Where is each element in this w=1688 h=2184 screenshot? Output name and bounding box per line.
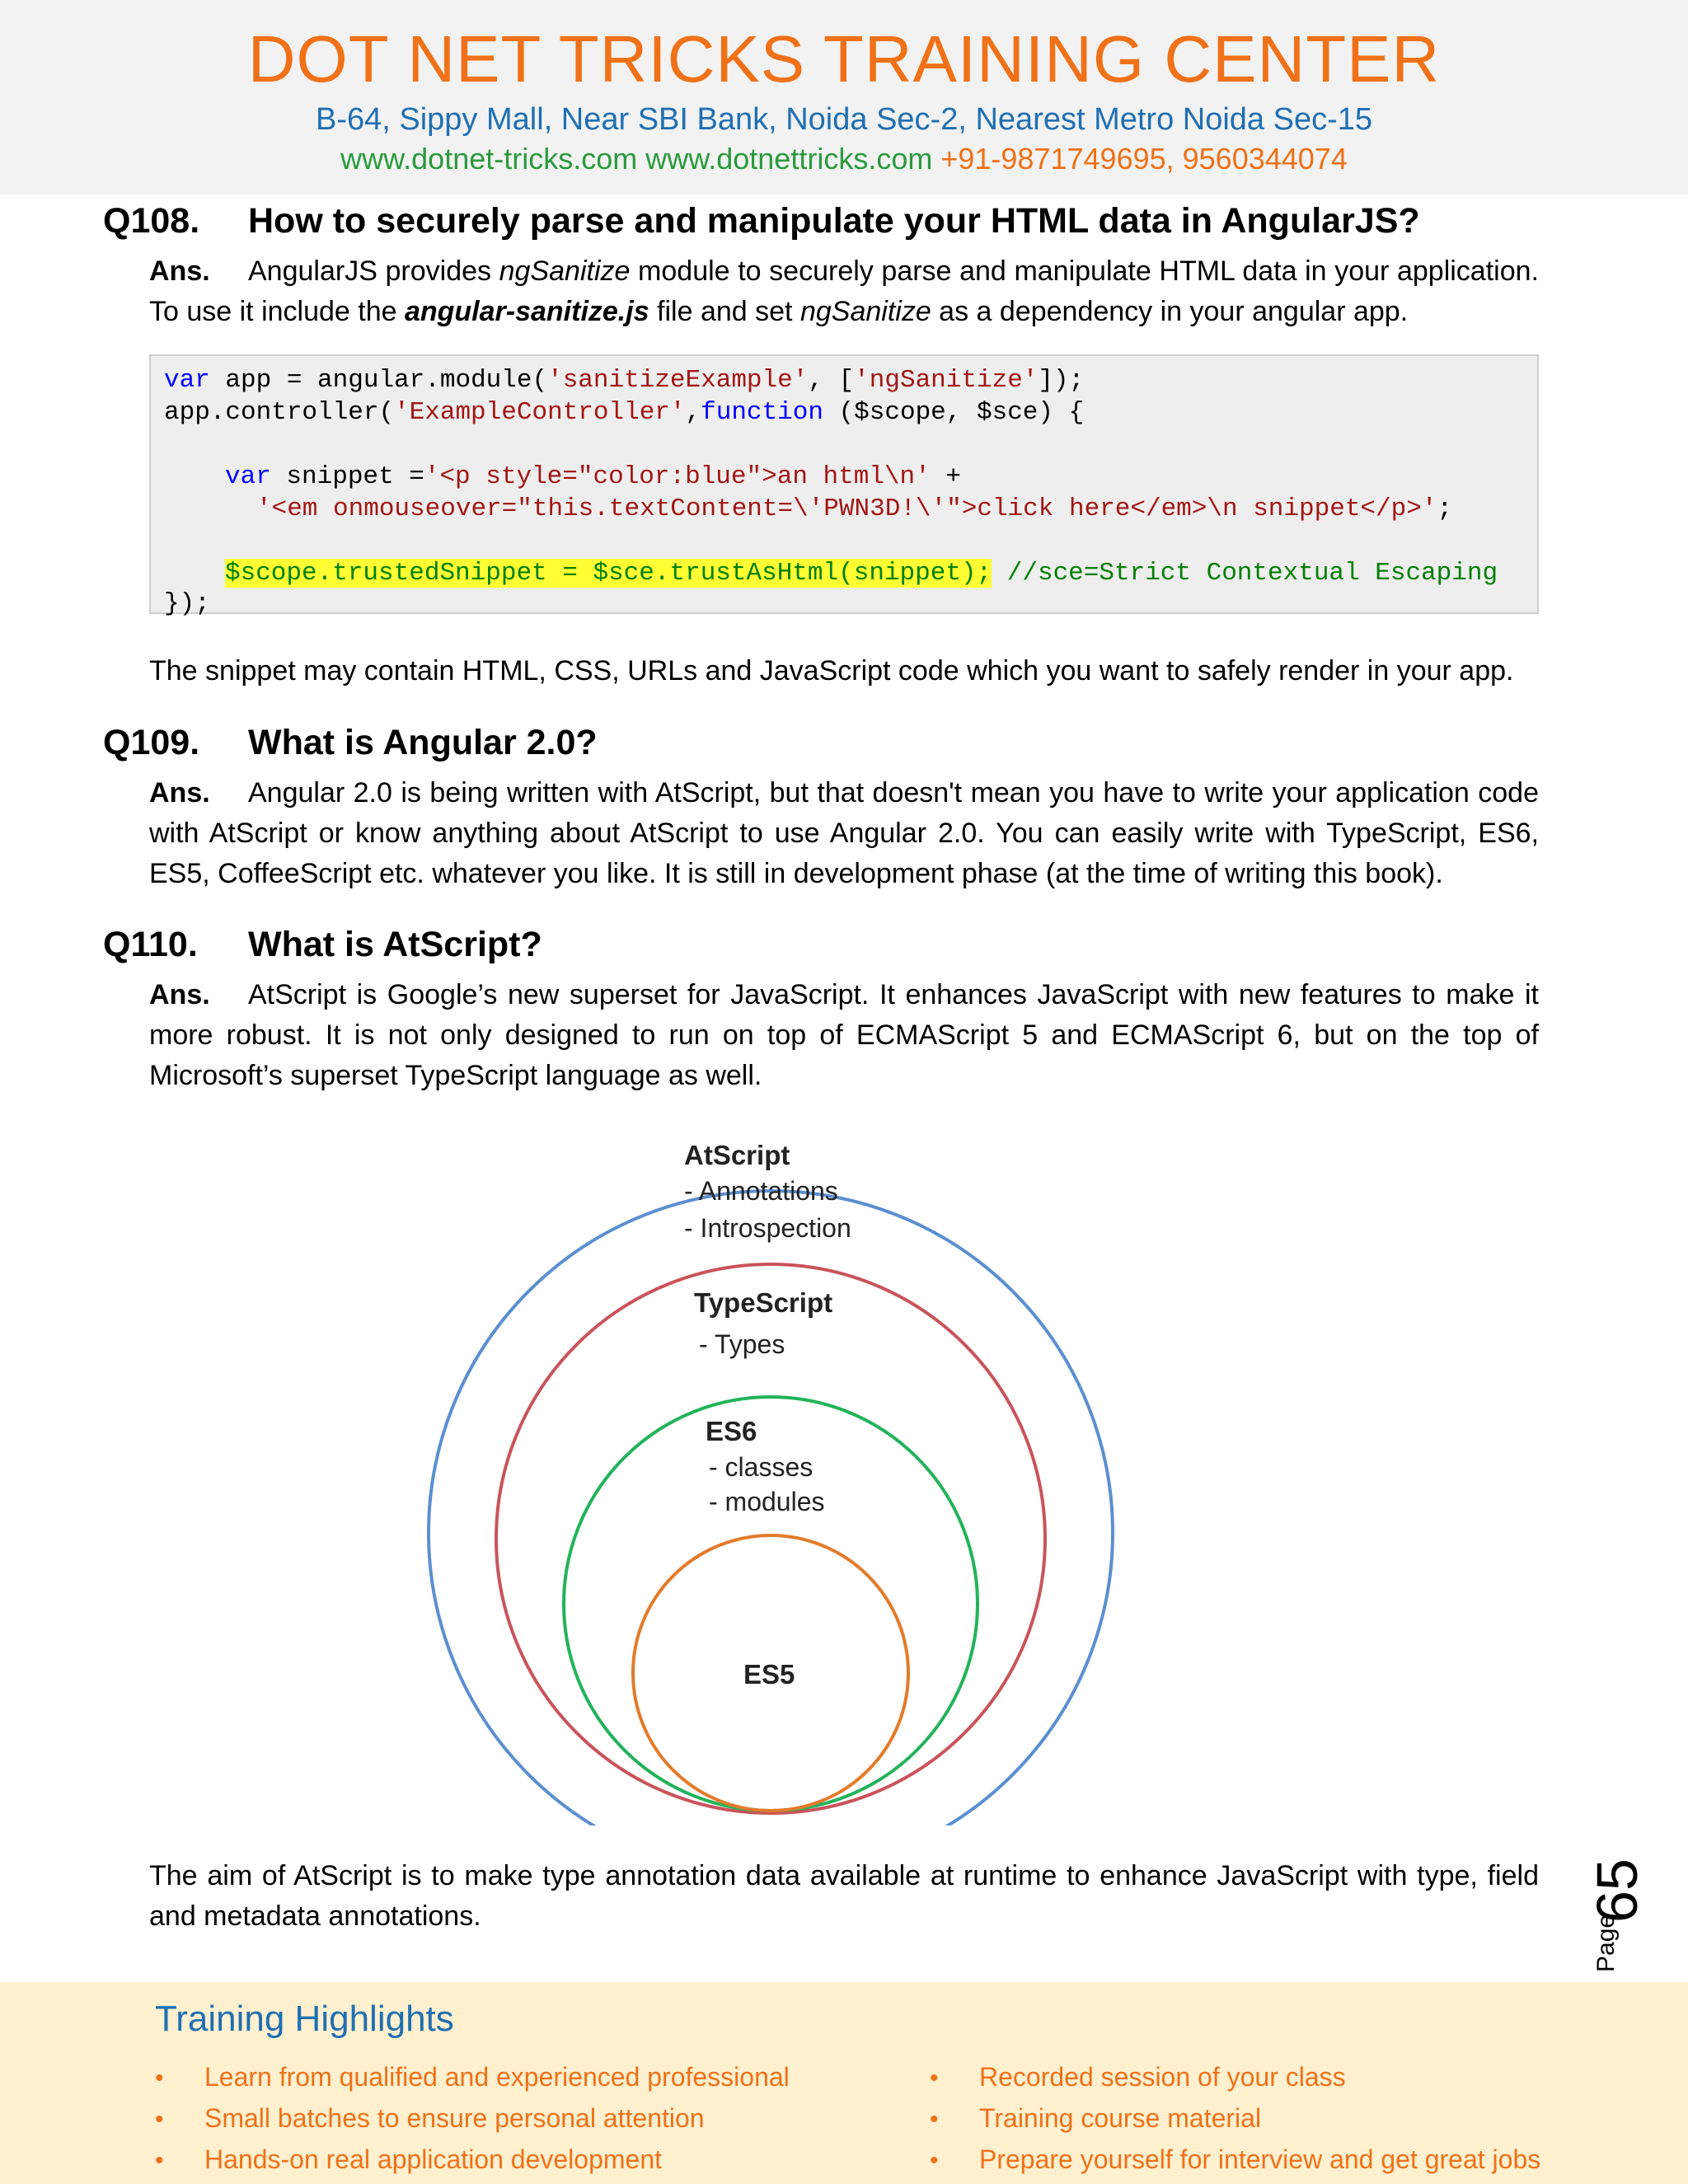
question-text: How to securely parse and manipulate your HTML data in AngularJS? xyxy=(248,201,1420,241)
question-number: Q109. xyxy=(103,723,200,762)
typescript-item: - Types xyxy=(699,1329,785,1359)
typescript-label: TypeScript xyxy=(694,1287,833,1318)
page-number xyxy=(1585,1850,1649,1974)
highlights-left-list xyxy=(155,2056,790,2180)
code-text: , xyxy=(685,398,701,427)
list-item xyxy=(155,2139,790,2180)
code-keyword: function xyxy=(701,398,823,427)
list-item xyxy=(930,2097,1540,2139)
code-block xyxy=(149,354,1539,618)
question-heading-q109 xyxy=(103,723,598,763)
code-text: + xyxy=(930,462,961,491)
code-string: 'ngSanitize' xyxy=(854,366,1039,395)
code-string: '<em onmouseover="this.textContent=\'PWN3D!\'">click here</em>\n snippet</p>' xyxy=(256,494,1437,523)
answer-text: AngularJS provides xyxy=(248,255,499,287)
list-item-text: Learn from qualified and experienced professional xyxy=(204,2062,790,2092)
atscript-item: - Introspection xyxy=(684,1213,851,1243)
code-line xyxy=(256,494,1452,523)
websites: www.dotnet-tricks.com www.dotnettricks.com xyxy=(340,142,933,176)
code-text: snippet = xyxy=(270,462,424,491)
inline-term: ngSanitize xyxy=(799,296,931,327)
code-keyword: var xyxy=(225,462,271,491)
code-keyword: var xyxy=(164,366,210,395)
question-heading-q108 xyxy=(103,201,1420,241)
page-header xyxy=(0,0,1688,194)
answer-q109 xyxy=(149,773,1539,894)
question-number: Q108. xyxy=(103,201,200,241)
answer-text: file and set xyxy=(649,296,800,327)
question-number: Q110. xyxy=(103,925,198,964)
contact-line xyxy=(0,142,1688,176)
list-item-text: Recorded session of your class xyxy=(979,2062,1346,2092)
code-string: 'ExampleController' xyxy=(394,398,686,427)
bullet-icon: • xyxy=(155,2147,164,2174)
code-text: ($scope, $sce) { xyxy=(823,398,1085,427)
list-item-text: Hands-on real application development xyxy=(204,2144,663,2174)
question-heading-q110 xyxy=(103,925,542,965)
atscript-label: AtScript xyxy=(684,1140,790,1170)
answer-text: module to securely parse and manipulate HTML data in your application. To use it include the xyxy=(149,255,1539,327)
code-text: app.controller( xyxy=(164,398,395,427)
phone-numbers: +91-9871749695, 9560344074 xyxy=(940,142,1348,176)
inline-term: ngSanitize xyxy=(499,255,631,287)
training-highlights-footer xyxy=(0,1982,1688,2184)
code-line xyxy=(225,559,1498,588)
bullet-icon: • xyxy=(155,2064,164,2092)
es6-item: - modules xyxy=(709,1487,825,1516)
code-comment: //sce=Strict Contextual Escaping xyxy=(1006,559,1498,588)
es6-item: - classes xyxy=(709,1452,814,1482)
answer-text: AtScript is Google’s new superset for JavaScript. It enhances JavaScript with new features to make it more robust. It is not only designed to run on top of ECMAScript 5 and ECMAScript 6, but on the top of Microsoft’s superset TypeScript language as well. xyxy=(149,979,1539,1091)
footer-title: Training Highlights xyxy=(155,1999,454,2039)
list-item xyxy=(155,2097,790,2139)
q108-followup: The snippet may contain HTML, CSS, URLs and JavaScript code which you want to safely render in your app. xyxy=(149,655,1514,687)
code-string: 'sanitizeExample' xyxy=(547,366,809,395)
code-string: '<p style="color:blue">an html\n' xyxy=(424,462,931,491)
es5-label: ES5 xyxy=(743,1659,795,1690)
answer-label: Ans. xyxy=(149,979,210,1010)
answer-text: as a dependency in your angular app. xyxy=(931,296,1409,327)
code-text: ; xyxy=(1437,494,1453,523)
answer-label: Ans. xyxy=(149,255,210,287)
highlights-right-list xyxy=(930,2056,1540,2180)
list-item-text: Prepare yourself for interview and get great jobs xyxy=(979,2144,1541,2174)
es6-label: ES6 xyxy=(706,1416,757,1446)
question-text: What is Angular 2.0? xyxy=(248,723,598,762)
code-line xyxy=(164,589,210,618)
page-number-value: 65 xyxy=(1585,1858,1649,1923)
code-text: ]); xyxy=(1038,366,1085,395)
language-superset-diagram xyxy=(396,1117,1154,1825)
answer-label: Ans. xyxy=(149,777,210,808)
list-item-text: Small batches to ensure personal attention xyxy=(204,2103,705,2133)
answer-text: Angular 2.0 is being written with AtScript, but that doesn't mean you have to write your application code with AtScript or know anything about AtScript to use Angular 2.0. You can easily write with TypeScript, ES6, ES5, CoffeeScript etc. whatever you like. It is still in development phase (at the time of writing this book). xyxy=(149,777,1539,889)
code-line xyxy=(225,462,961,491)
list-item-text: Training course material xyxy=(979,2103,1262,2133)
code-line xyxy=(164,398,1084,427)
inline-file-name: angular-sanitize.js xyxy=(404,296,649,327)
bullet-icon: • xyxy=(930,2106,939,2133)
page-word: Page xyxy=(1592,1914,1620,1972)
code-text: }); xyxy=(164,589,210,618)
answer-q108 xyxy=(149,251,1539,332)
answer-q110 xyxy=(149,975,1539,1096)
code-text: , [ xyxy=(808,366,855,395)
list-item xyxy=(930,2056,1540,2097)
list-item xyxy=(155,2056,790,2097)
atscript-item: - Annotations xyxy=(684,1176,838,1206)
bullet-icon: • xyxy=(930,2064,939,2092)
question-text: What is AtScript? xyxy=(248,925,542,964)
code-text: app = angular.module( xyxy=(209,366,548,395)
code-line xyxy=(164,366,1084,395)
code-highlighted: $scope.trustedSnippet = $sce.trustAsHtml(snippet); xyxy=(225,559,992,588)
q110-followup: The aim of AtScript is to make type annotation data available at runtime to enhance JavaScript with type, field and metadata annotations. xyxy=(149,1860,1539,1932)
bullet-icon: • xyxy=(155,2106,164,2133)
center-address: B-64, Sippy Mall, Near SBI Bank, Noida Sec-2, Nearest Metro Noida Sec-15 xyxy=(315,102,1373,137)
list-item xyxy=(930,2139,1540,2180)
center-title: DOT NET TRICKS TRAINING CENTER xyxy=(247,22,1441,96)
bullet-icon: • xyxy=(930,2147,939,2174)
